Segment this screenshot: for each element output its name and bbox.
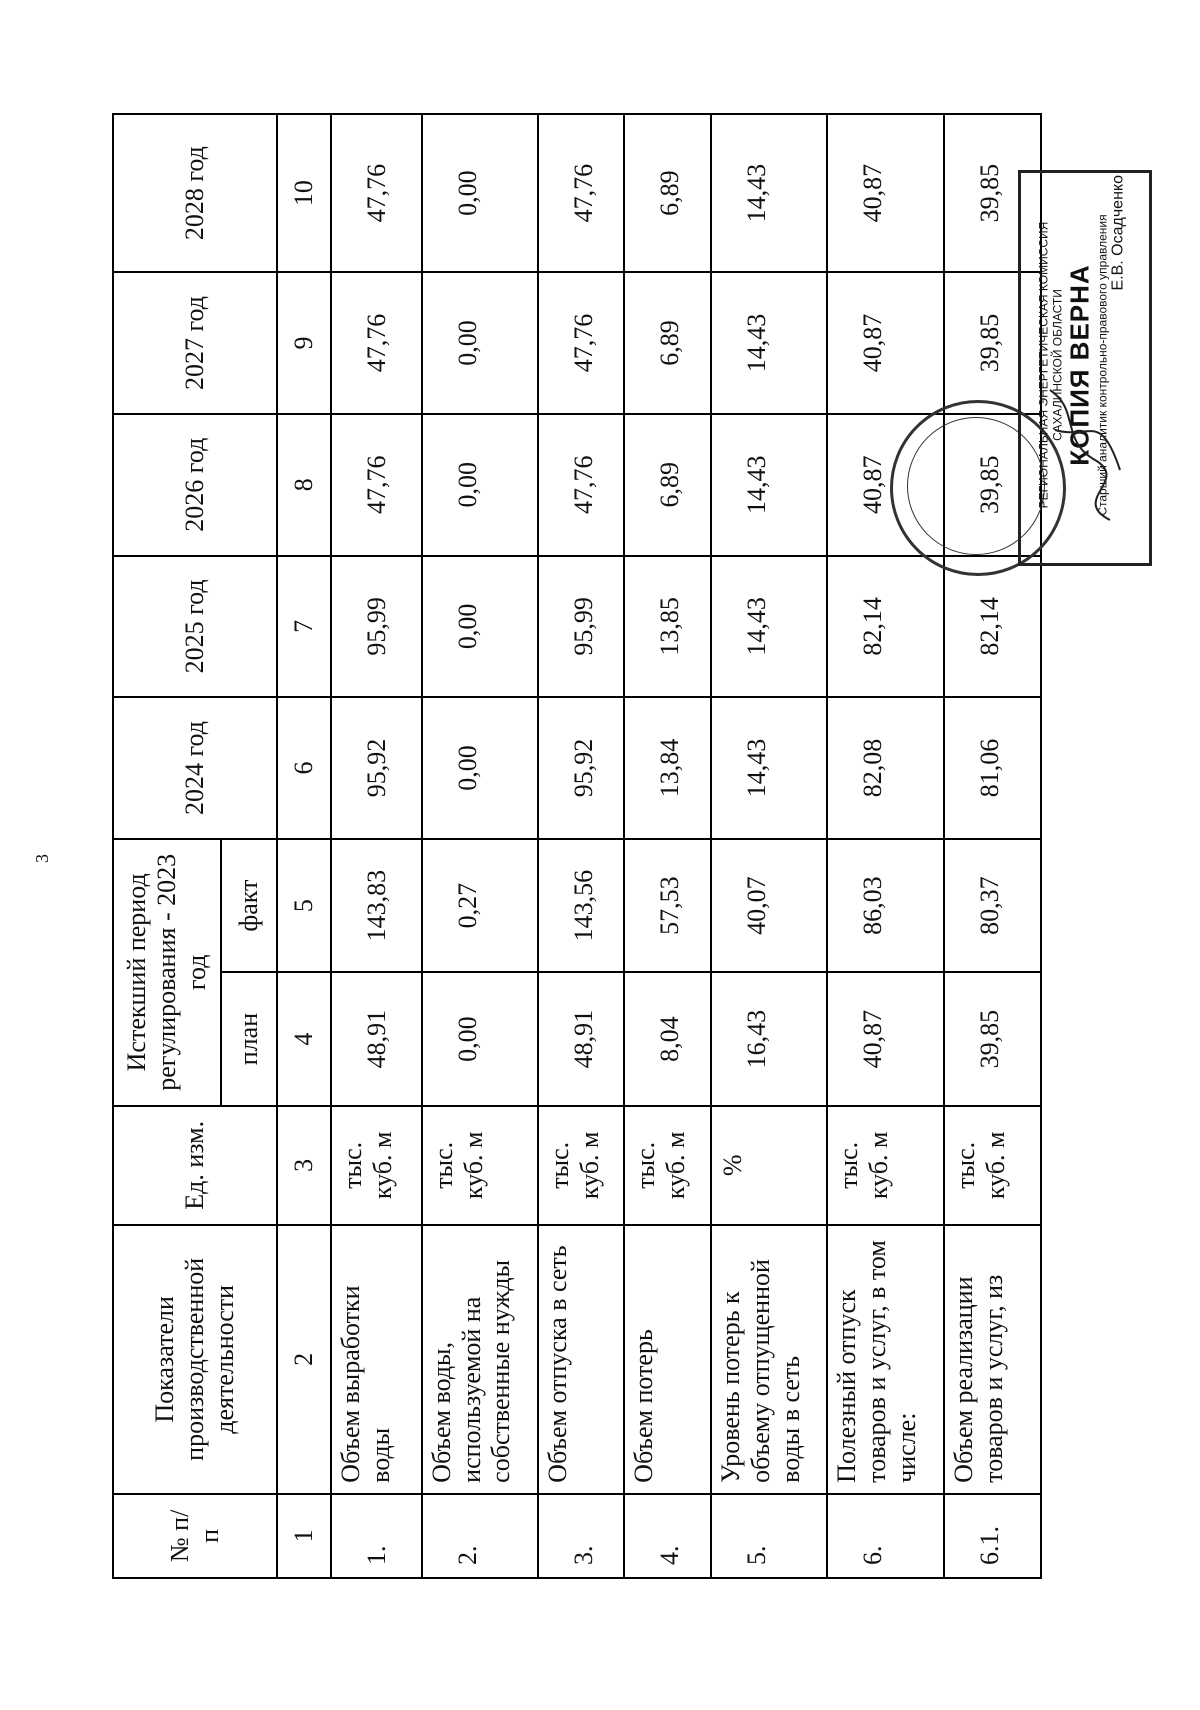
col-number: 4: [277, 972, 331, 1105]
row-2027: 47,76: [331, 272, 422, 414]
row-2025: 95,99: [538, 556, 624, 698]
row-2025: 95,99: [331, 556, 422, 698]
header-num: № п/п: [113, 1494, 277, 1578]
handwritten-signature: [1040, 370, 1130, 530]
row-name: Объем выработки воды: [331, 1225, 422, 1494]
row-2028: 6,89: [624, 114, 710, 272]
row-2026: 0,00: [422, 414, 539, 556]
row-2025: 82,14: [944, 556, 1041, 698]
row-fact: 0,27: [422, 839, 539, 972]
row-name: Объем потерь: [624, 1225, 710, 1494]
row-name: Объем отпуска в сеть: [538, 1225, 624, 1494]
col-number: 6: [277, 697, 331, 839]
col-number: 3: [277, 1106, 331, 1225]
row-num: 6.1.: [944, 1494, 1041, 1578]
table-row: [331, 114, 422, 1578]
row-2028: 14,43: [711, 114, 828, 272]
stamp-title: КОПИЯ ВЕРНА: [1064, 264, 1095, 466]
row-2025: 0,00: [422, 556, 539, 698]
row-2024: 95,92: [331, 697, 422, 839]
row-2028: 0,00: [422, 114, 539, 272]
row-2026: 47,76: [331, 414, 422, 556]
row-2024: 82,08: [827, 697, 944, 839]
col-number: 8: [277, 414, 331, 556]
row-plan: 39,85: [944, 972, 1041, 1105]
row-2025: 82,14: [827, 556, 944, 698]
header-unit: Ед. изм.: [113, 1106, 277, 1225]
table-wrapper: [112, 113, 1042, 1579]
row-fact: 143,56: [538, 839, 624, 972]
production-table: [112, 113, 1042, 1579]
row-num: 6.: [827, 1494, 944, 1578]
row-2026: 40,87: [827, 414, 944, 556]
row-plan: 48,91: [331, 972, 422, 1105]
row-unit: тыс. куб. м: [624, 1106, 710, 1225]
table-row: [538, 114, 624, 1578]
col-number: 1: [277, 1494, 331, 1578]
row-2027: 6,89: [624, 272, 710, 414]
header-plan: план: [221, 972, 277, 1105]
row-2026: 6,89: [624, 414, 710, 556]
header-2025: 2025 год: [113, 556, 277, 698]
row-2027: 47,76: [538, 272, 624, 414]
row-2028: 39,85: [944, 114, 1041, 272]
row-2028: 47,76: [331, 114, 422, 272]
row-2027: 39,85: [944, 272, 1041, 414]
table-row: [827, 114, 944, 1578]
row-2024: 13,84: [624, 697, 710, 839]
row-unit: %: [711, 1106, 828, 1225]
row-unit: тыс. куб. м: [331, 1106, 422, 1225]
col-number: 2: [277, 1225, 331, 1494]
row-unit: тыс. куб. м: [422, 1106, 539, 1225]
row-2026: 14,43: [711, 414, 828, 556]
row-fact: 57,53: [624, 839, 710, 972]
row-2024: 0,00: [422, 697, 539, 839]
header-row-1: [113, 114, 221, 1578]
row-name: Полезный отпуск товаров и услуг, в том числе:: [827, 1225, 944, 1494]
row-plan: 48,91: [538, 972, 624, 1105]
row-2027: 40,87: [827, 272, 944, 414]
row-fact: 86,03: [827, 839, 944, 972]
table-row: [711, 114, 828, 1578]
row-unit: тыс. куб. м: [827, 1106, 944, 1225]
col-number: 10: [277, 114, 331, 272]
stamp-org: РЕГИОНАЛЬНАЯ ЭНЕРГЕТИЧЕСКАЯ КОМИССИЯ САХАЛИНСКОЙ ОБЛАСТИ: [1036, 221, 1065, 509]
row-2024: 14,43: [711, 697, 828, 839]
row-2025: 13,85: [624, 556, 710, 698]
row-2024: 81,06: [944, 697, 1041, 839]
header-name: Показатели производственной деятельности: [113, 1225, 277, 1494]
row-2027: 14,43: [711, 272, 828, 414]
row-name: Уровень потерь к объему отпущенной воды в сеть: [711, 1225, 828, 1494]
row-name: Объем воды, используемой на собственные нужды: [422, 1225, 539, 1494]
row-2024: 95,92: [538, 697, 624, 839]
row-num: 1.: [331, 1494, 422, 1578]
row-2026: 39,85: [944, 414, 1041, 556]
header-2024: 2024 год: [113, 697, 277, 839]
row-num: 3.: [538, 1494, 624, 1578]
row-plan: 8,04: [624, 972, 710, 1105]
header-2028: 2028 год: [113, 114, 277, 272]
table-row: [422, 114, 539, 1578]
row-fact: 143,83: [331, 839, 422, 972]
row-unit: тыс. куб. м: [944, 1106, 1041, 1225]
header-2026: 2026 год: [113, 414, 277, 556]
row-2025: 14,43: [711, 556, 828, 698]
row-2027: 0,00: [422, 272, 539, 414]
row-fact: 40,07: [711, 839, 828, 972]
row-plan: 0,00: [422, 972, 539, 1105]
col-number: 5: [277, 839, 331, 972]
row-unit: тыс. куб. м: [538, 1106, 624, 1225]
header-2027: 2027 год: [113, 272, 277, 414]
row-2028: 40,87: [827, 114, 944, 272]
row-plan: 16,43: [711, 972, 828, 1105]
header-fact: факт: [221, 839, 277, 972]
production-table-rotated: [112, 113, 1042, 1579]
header-period: Истекший период регулирования - 2023 год: [113, 839, 221, 1106]
table-row: [624, 114, 710, 1578]
row-name: Объем реализации товаров и услуг, из: [944, 1225, 1041, 1494]
col-number: 7: [277, 556, 331, 698]
row-2026: 47,76: [538, 414, 624, 556]
column-numbers-row: [277, 114, 331, 1578]
row-2028: 47,76: [538, 114, 624, 272]
row-fact: 80,37: [944, 839, 1041, 972]
row-plan: 40,87: [827, 972, 944, 1105]
row-num: 5.: [711, 1494, 828, 1578]
stamp-signer: Е.В. Осадченко: [1109, 175, 1127, 291]
row-num: 2.: [422, 1494, 539, 1578]
row-num: 4.: [624, 1494, 710, 1578]
col-number: 9: [277, 272, 331, 414]
page-number: 3: [32, 854, 52, 863]
stamp-position: Старший аналитик контрольно-правового управления: [1095, 214, 1110, 516]
